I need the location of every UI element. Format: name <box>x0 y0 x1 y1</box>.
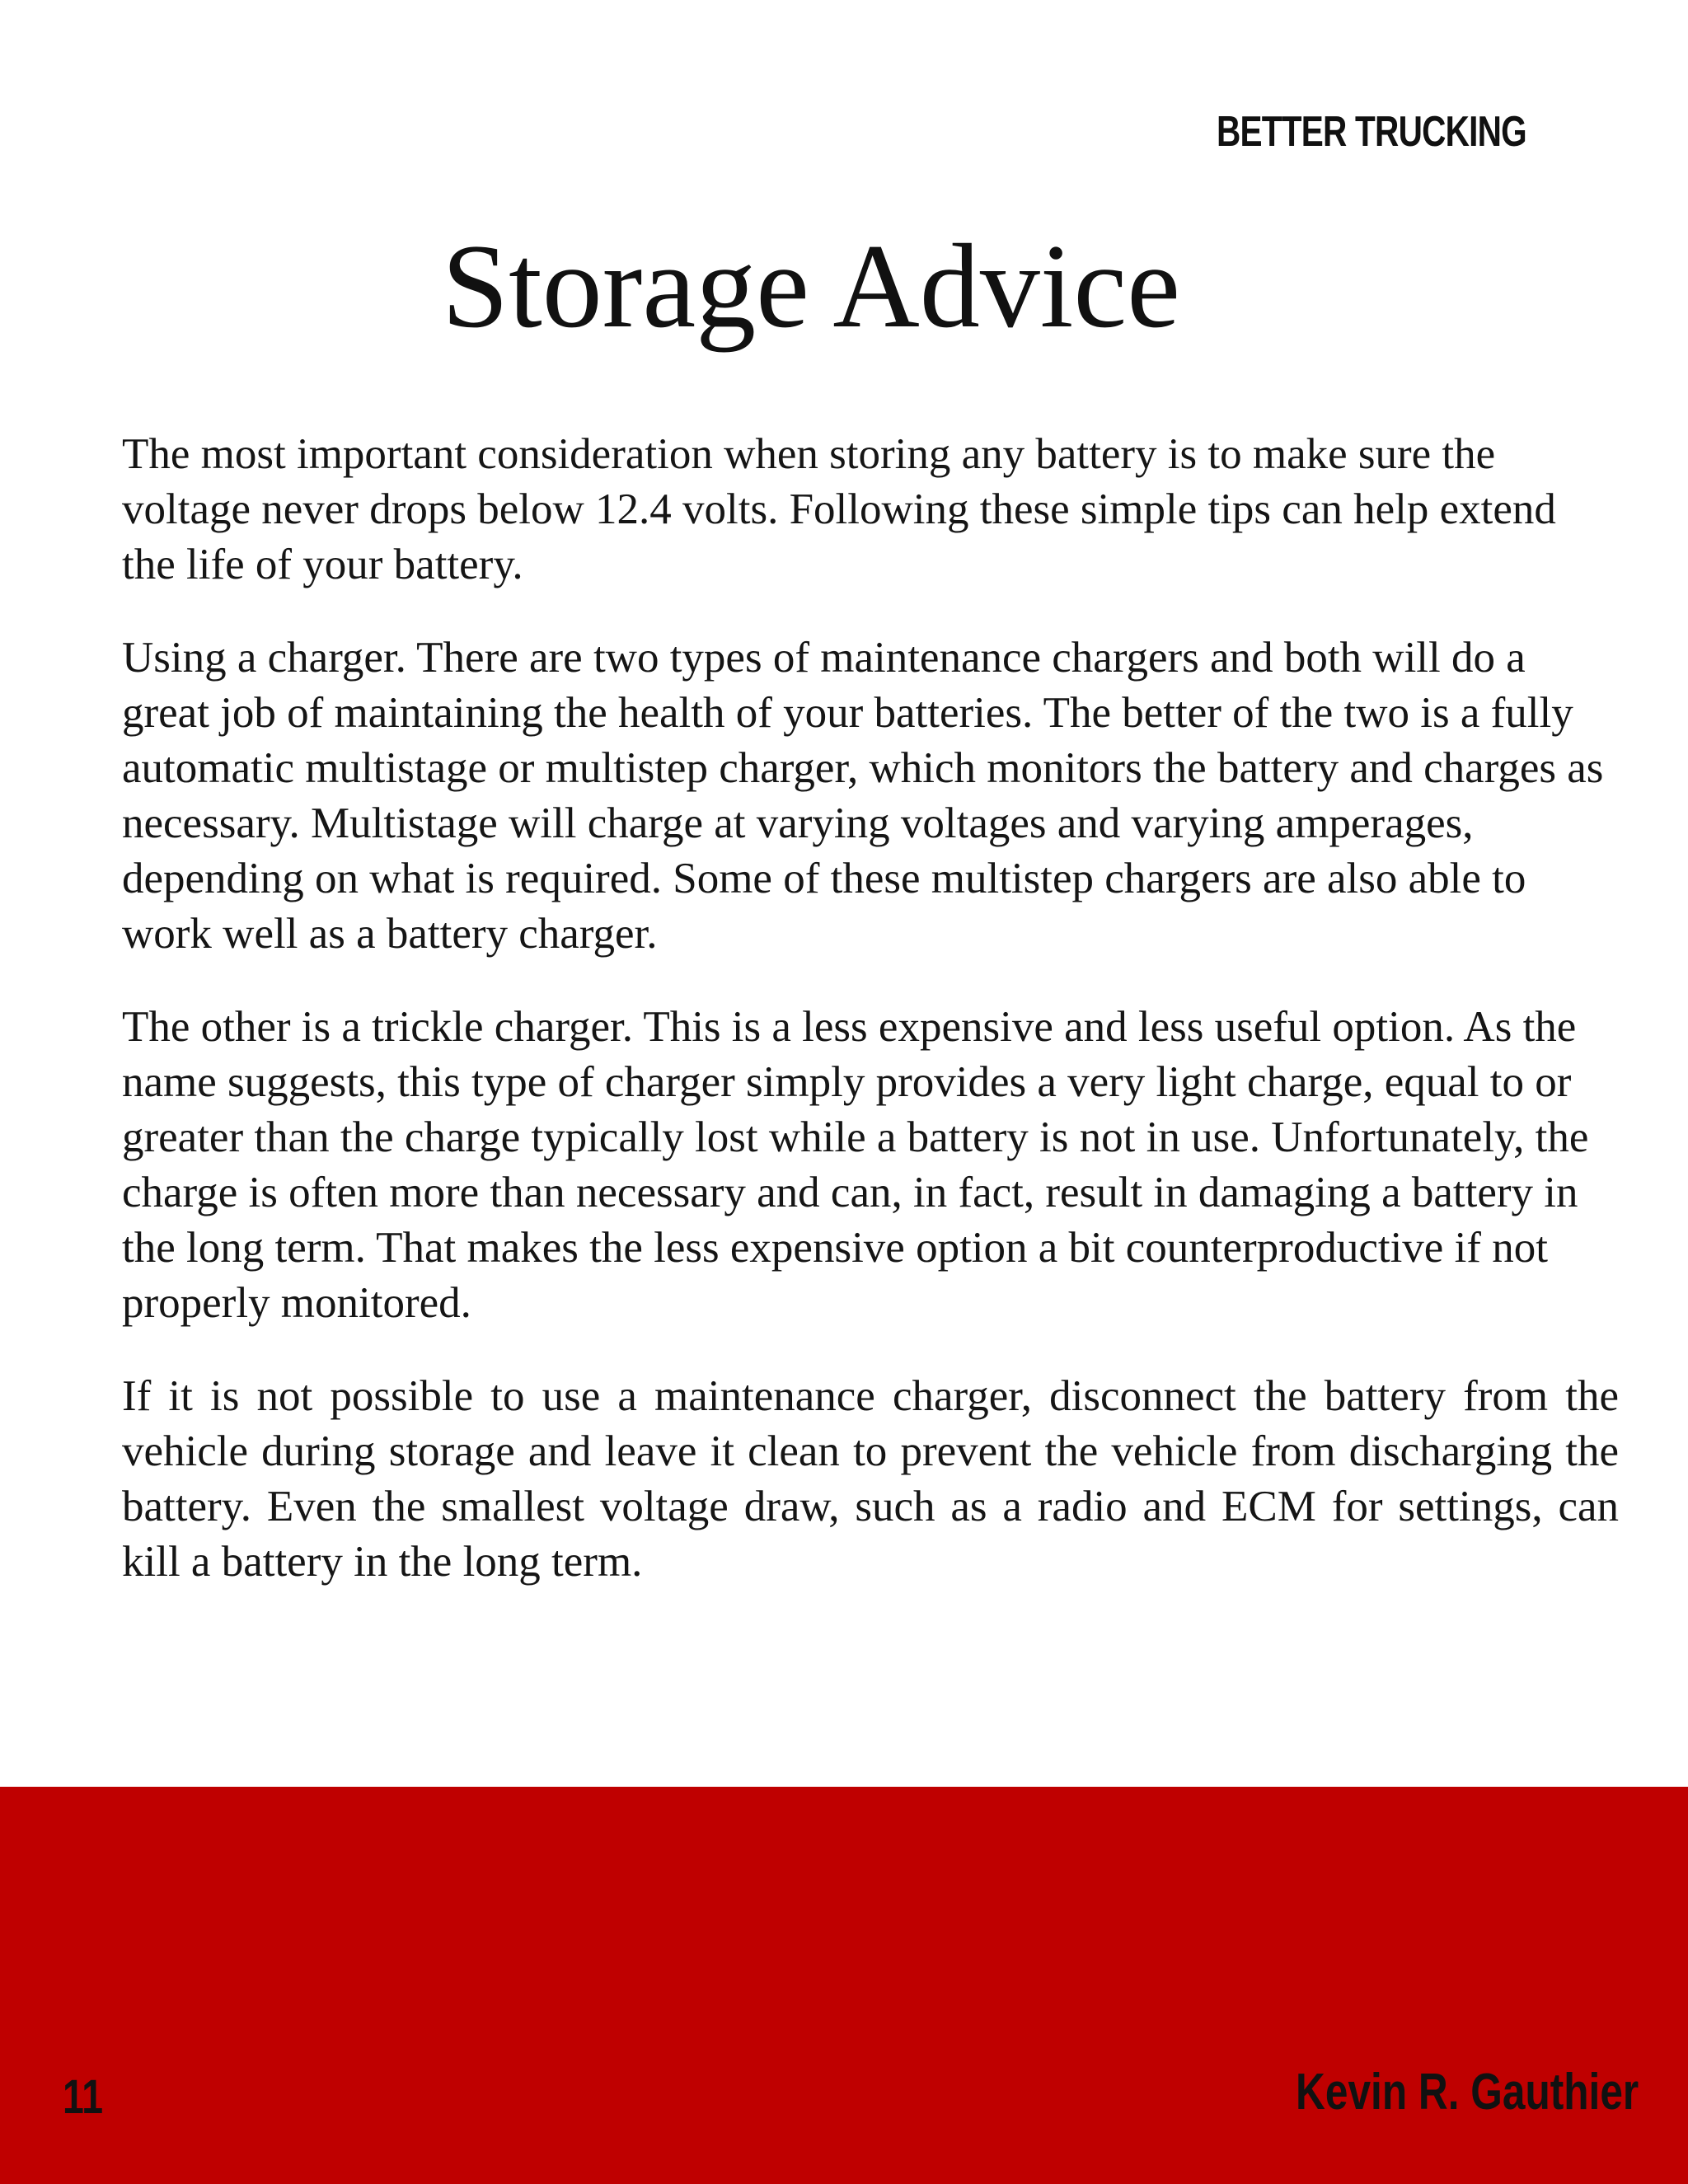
paragraph-intro: The most important consideration when storing any battery is to make sure the voltage never drops below 12.4 volts. Following these simple tips can help extend the life of your battery. <box>122 430 1556 588</box>
footer-band <box>0 1787 1688 2184</box>
paragraph-using-charger: Using a charger. There are two types of maintenance chargers and both will do a great job of maintaining the health of your batteries. The better of the two is a fully automatic multistage or multistep charger, which monitors the battery and charges as necessary. Multistage will charge at varying voltages and varying amperages, depending on what is required. Some of these multistep chargers are also able to work well as a battery charger. <box>122 634 1604 958</box>
page-title: Storage Advice <box>441 219 1181 353</box>
article-body <box>122 427 1619 1628</box>
author-name: Kevin R. Gauthier <box>1295 2064 1639 2121</box>
paragraph-disconnect-battery: If it is not possible to use a maintenance charger, disconnect the battery from the vehicle during storage and leave it clean to prevent the vehicle from discharging the battery. Even the smallest voltage draw, such as a radio and ECM for settings, can kill a battery in the long term. <box>122 1372 1619 1586</box>
paragraph-trickle-charger: The other is a trickle charger. This is a less expensive and less useful option. As the name suggests, this type of charger simply provides a very light charge, equal to or greater than the charge typically lost while a battery is not in use. Unfortunately, the charge is often more than necessary and can, in fact, result in damaging a battery in the long term. That makes the less expensive option a bit counterproductive if not properly monitored. <box>122 1003 1589 1327</box>
running-header: BETTER TRUCKING <box>1217 108 1526 156</box>
page-number: 11 <box>63 2070 104 2124</box>
